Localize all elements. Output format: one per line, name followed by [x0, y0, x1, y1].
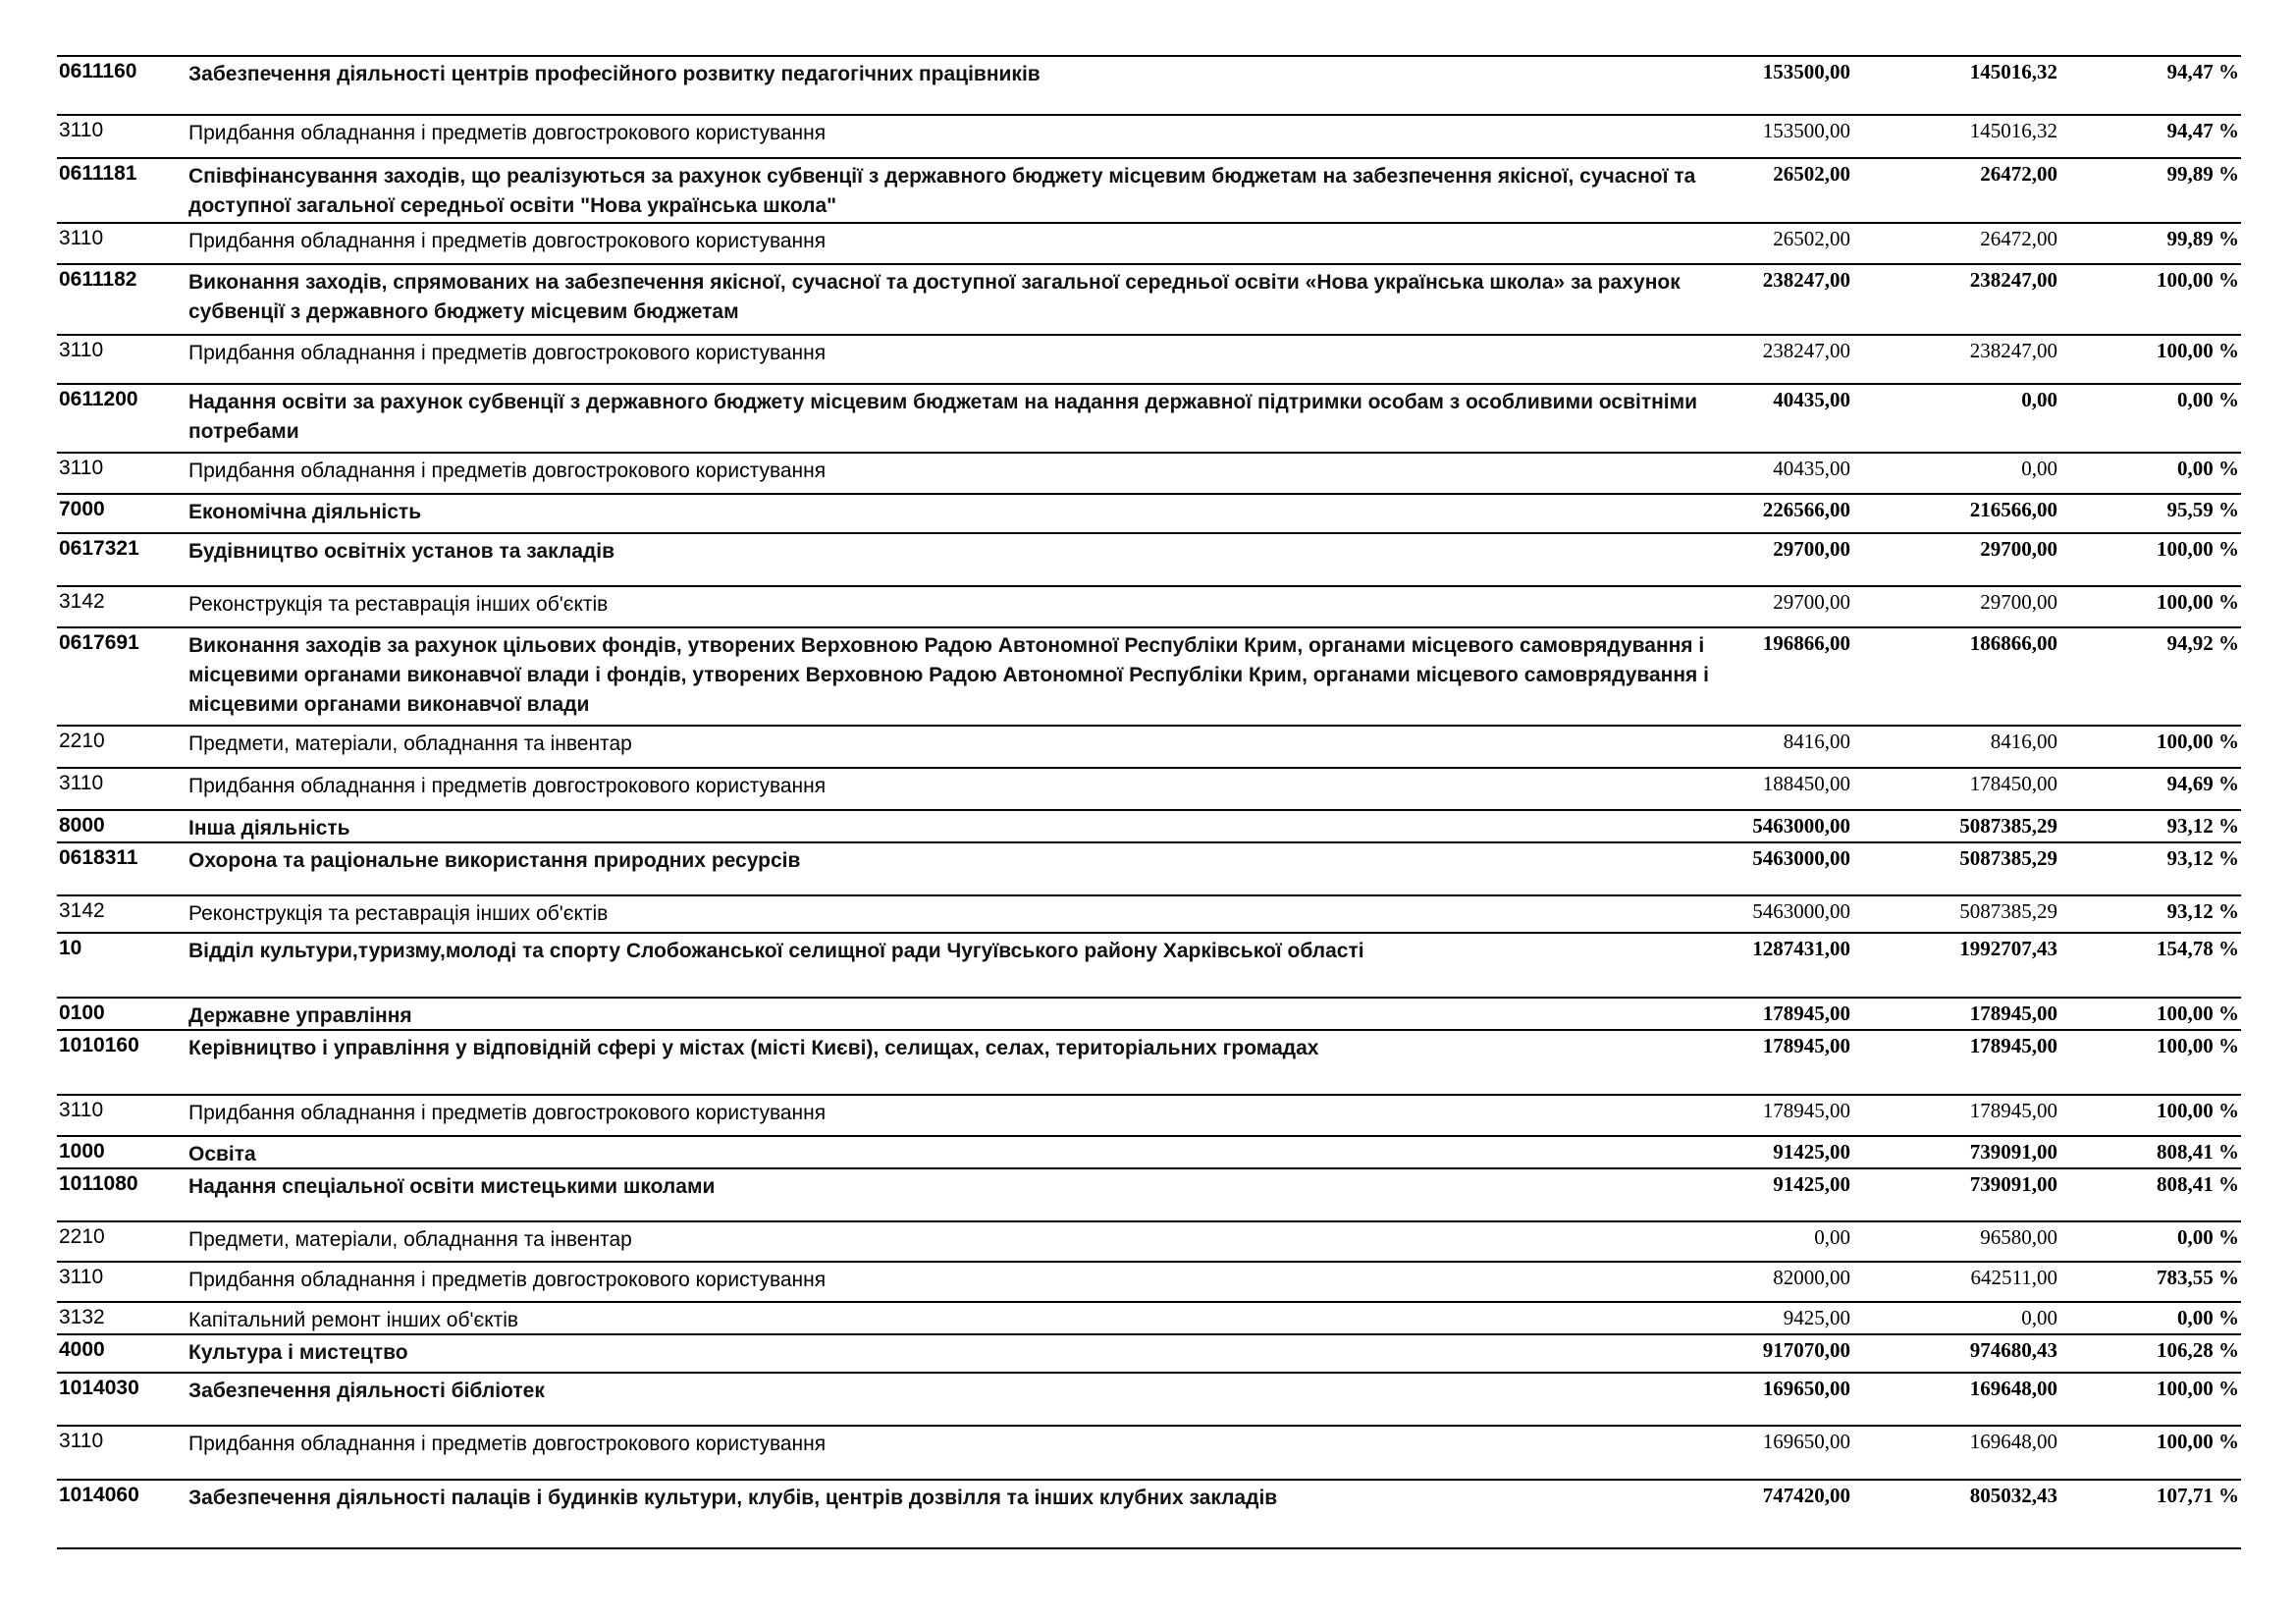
actual-amount: 178945,00	[1969, 1001, 2057, 1025]
program-name: Предмети, матеріали, обладнання та інвентар	[188, 732, 632, 755]
plan-amount: 178945,00	[1762, 1034, 1850, 1057]
plan-amount: 1287431,00	[1752, 937, 1850, 960]
execution-percent: 100,00 %	[2157, 590, 2239, 614]
program-name: Освіта	[188, 1143, 256, 1165]
program-code: 3110	[59, 339, 104, 361]
plan-amount: 238247,00	[1762, 268, 1850, 292]
program-name: Реконструкція та реставрація інших об'єктів	[188, 902, 609, 925]
actual-amount: 0,00	[2021, 1306, 2057, 1329]
plan-amount: 26502,00	[1773, 162, 1850, 186]
plan-amount: 40435,00	[1773, 457, 1850, 480]
actual-amount: 145016,32	[1969, 60, 2057, 83]
execution-percent: 100,00 %	[2157, 730, 2239, 753]
plan-amount: 26502,00	[1773, 227, 1850, 250]
execution-percent: 0,00 %	[2177, 1225, 2239, 1249]
plan-amount: 9425,00	[1783, 1306, 1850, 1329]
table-row	[57, 1135, 2241, 1167]
program-name: Виконання заходів, спрямованих на забезпечення якісної, сучасної та доступної загальної середньої освіти «Нова українська школа» за рахунок субвенції з державного бюджету місцевим бюджетам	[188, 271, 1681, 323]
program-code: 3132	[59, 1306, 105, 1328]
program-code: 0618311	[59, 846, 138, 869]
table-row	[57, 1372, 2241, 1425]
table-row	[57, 532, 2241, 585]
execution-percent: 0,00 %	[2177, 457, 2239, 480]
program-name: Придбання обладнання і предметів довгострокового користування	[188, 1102, 827, 1124]
program-code: 10	[59, 937, 82, 959]
execution-percent: 808,41 %	[2157, 1140, 2239, 1164]
program-name: Капітальний ремонт інших об'єктів	[188, 1309, 519, 1331]
program-code: 3142	[59, 899, 105, 922]
table-row	[57, 841, 2241, 894]
program-name: Співфінансування заходів, що реалізуються за рахунок субвенції з державного бюджету місцевим бюджетам на забезпечення якісної, сучасної та доступної загальної середньої освіти "Нова українська школа"	[188, 165, 1696, 217]
program-code: 3110	[59, 772, 104, 794]
actual-amount: 26472,00	[1980, 162, 2057, 186]
program-code: 0611160	[59, 60, 137, 82]
program-code: 1010160	[59, 1034, 139, 1056]
program-code: 1014060	[59, 1484, 139, 1506]
program-code: 3142	[59, 590, 105, 613]
actual-amount: 238247,00	[1969, 268, 2057, 292]
plan-amount: 40435,00	[1773, 388, 1850, 411]
actual-amount: 216566,00	[1969, 498, 2057, 521]
plan-amount: 226566,00	[1762, 498, 1850, 521]
actual-amount: 0,00	[2021, 388, 2057, 411]
program-code: 3110	[59, 457, 104, 479]
actual-amount: 178945,00	[1969, 1099, 2057, 1122]
program-name: Державне управління	[188, 1004, 412, 1027]
execution-percent: 106,28 %	[2157, 1338, 2239, 1362]
program-name: Надання спеціальної освіти мистецькими школами	[188, 1175, 716, 1198]
actual-amount: 974680,43	[1969, 1338, 2057, 1362]
execution-percent: 107,71 %	[2157, 1484, 2239, 1507]
program-code: 1000	[59, 1140, 105, 1163]
table-row	[57, 263, 2241, 334]
table-row	[57, 55, 2241, 114]
plan-amount: 169650,00	[1762, 1430, 1850, 1453]
execution-percent: 94,47 %	[2166, 60, 2239, 83]
program-name: Придбання обладнання і предметів довгострокового користування	[188, 342, 827, 364]
table-row	[57, 157, 2241, 222]
plan-amount: 91425,00	[1773, 1172, 1850, 1196]
plan-amount: 5463000,00	[1752, 814, 1850, 838]
execution-percent: 94,69 %	[2166, 772, 2239, 795]
actual-amount: 0,00	[2021, 457, 2057, 480]
plan-amount: 82000,00	[1773, 1266, 1850, 1289]
plan-amount: 196866,00	[1762, 631, 1850, 655]
program-name: Придбання обладнання і предметів довгострокового користування	[188, 1269, 827, 1291]
table-row	[57, 1220, 2241, 1261]
program-name: Охорона та раціональне використання природних ресурсів	[188, 849, 801, 872]
program-code: 7000	[59, 498, 105, 520]
plan-amount: 91425,00	[1773, 1140, 1850, 1164]
table-row	[57, 932, 2241, 997]
program-name: Реконструкція та реставрація інших об'єктів	[188, 593, 609, 616]
plan-amount: 747420,00	[1762, 1484, 1850, 1507]
program-code: 1011080	[59, 1172, 138, 1195]
table-row	[57, 1094, 2241, 1135]
execution-percent: 154,78 %	[2157, 937, 2239, 960]
plan-amount: 0,00	[1814, 1225, 1850, 1249]
table-row	[57, 383, 2241, 452]
plan-amount: 178945,00	[1762, 1001, 1850, 1025]
execution-percent: 99,89 %	[2166, 162, 2239, 186]
plan-amount: 8416,00	[1783, 730, 1850, 753]
table-row	[57, 626, 2241, 725]
program-code: 1014030	[59, 1377, 139, 1399]
table-row	[57, 334, 2241, 383]
program-code: 3110	[59, 227, 104, 249]
actual-amount: 642511,00	[1970, 1266, 2057, 1289]
actual-amount: 805032,43	[1969, 1484, 2057, 1507]
program-name: Придбання обладнання і предметів довгострокового користування	[188, 230, 827, 252]
program-name: Інша діяльність	[188, 817, 350, 839]
execution-percent: 94,92 %	[2166, 631, 2239, 655]
program-name: Економічна діяльність	[188, 501, 422, 523]
program-code: 0617321	[59, 537, 139, 560]
actual-amount: 145016,32	[1969, 119, 2057, 142]
table-row	[57, 1333, 2241, 1372]
program-name: Забезпечення діяльності центрів професійного розвитку педагогічних працівників	[188, 63, 1041, 85]
actual-amount: 8416,00	[1990, 730, 2057, 753]
actual-amount: 186866,00	[1969, 631, 2057, 655]
program-name: Забезпечення діяльності бібліотек	[188, 1380, 545, 1402]
actual-amount: 26472,00	[1980, 227, 2057, 250]
table-row	[57, 1167, 2241, 1220]
actual-amount: 5087385,29	[1959, 899, 2057, 923]
execution-percent: 0,00 %	[2177, 1306, 2239, 1329]
execution-percent: 93,12 %	[2166, 899, 2239, 923]
plan-amount: 178945,00	[1762, 1099, 1850, 1122]
plan-amount: 5463000,00	[1752, 899, 1850, 923]
table-row	[57, 997, 2241, 1029]
execution-percent: 99,89 %	[2166, 227, 2239, 250]
table-row	[57, 809, 2241, 841]
actual-amount: 1992707,43	[1959, 937, 2057, 960]
table-row	[57, 222, 2241, 263]
program-code: 4000	[59, 1338, 105, 1361]
execution-percent: 94,47 %	[2166, 119, 2239, 142]
execution-percent: 100,00 %	[2157, 1001, 2239, 1025]
execution-percent: 100,00 %	[2157, 1099, 2239, 1122]
table-row	[57, 1425, 2241, 1479]
plan-amount: 917070,00	[1762, 1338, 1850, 1362]
table-row	[57, 1261, 2241, 1301]
program-code: 8000	[59, 814, 105, 837]
plan-amount: 153500,00	[1762, 60, 1850, 83]
program-name: Придбання обладнання і предметів довгострокового користування	[188, 1433, 827, 1455]
program-name: Надання освіти за рахунок субвенції з державного бюджету місцевим бюджетам на надання державної підтримки особам з особливими освітніми потребами	[188, 391, 1698, 443]
program-name: Забезпечення діяльності палаців і будинків культури, клубів, центрів дозвілля та інших клубних закладів	[188, 1487, 1278, 1509]
actual-amount: 5087385,29	[1959, 846, 2057, 870]
actual-amount: 29700,00	[1980, 537, 2057, 561]
table-row	[57, 452, 2241, 493]
execution-percent: 0,00 %	[2177, 388, 2239, 411]
execution-percent: 100,00 %	[2157, 1430, 2239, 1453]
plan-amount: 188450,00	[1762, 772, 1850, 795]
actual-amount: 29700,00	[1980, 590, 2057, 614]
program-code: 3110	[59, 1099, 104, 1121]
table-row	[57, 725, 2241, 767]
actual-amount: 739091,00	[1969, 1172, 2057, 1196]
program-code: 3110	[59, 1430, 104, 1452]
execution-percent: 783,55 %	[2157, 1266, 2239, 1289]
program-name: Культура і мистецтво	[188, 1341, 408, 1364]
program-name: Придбання обладнання і предметів довгострокового користування	[188, 122, 827, 144]
actual-amount: 739091,00	[1969, 1140, 2057, 1164]
table-row	[57, 493, 2241, 532]
program-code: 3110	[59, 119, 104, 141]
actual-amount: 178450,00	[1969, 772, 2057, 795]
table-row	[57, 1029, 2241, 1094]
program-name: Будівництво освітніх установ та закладів	[188, 540, 614, 563]
program-name: Придбання обладнання і предметів довгострокового користування	[188, 460, 827, 482]
actual-amount: 178945,00	[1969, 1034, 2057, 1057]
program-code: 3110	[59, 1266, 104, 1288]
execution-percent: 100,00 %	[2157, 339, 2239, 362]
program-name: Виконання заходів за рахунок цільових фондів, утворених Верховною Радою Автономної Республіки Крим, органами місцевого самоврядування і місцевими органами виконавчої влади і фондів, утворених Верховною Радою Автономної Республіки Крим, органами місцевого самоврядування і місцевими органами виконавчої влади	[188, 634, 1709, 716]
execution-percent: 93,12 %	[2166, 846, 2239, 870]
actual-amount: 238247,00	[1969, 339, 2057, 362]
execution-percent: 100,00 %	[2157, 268, 2239, 292]
plan-amount: 238247,00	[1762, 339, 1850, 362]
table-row	[57, 1479, 2241, 1549]
program-code: 0611182	[59, 268, 137, 291]
program-code: 0611200	[59, 388, 138, 410]
table-row	[57, 585, 2241, 626]
program-code: 2210	[59, 730, 105, 752]
table-row	[57, 767, 2241, 809]
execution-percent: 100,00 %	[2157, 537, 2239, 561]
program-name: Керівництво і управління у відповідній сфері у містах (місті Києві), селищах, селах, територіальних громадах	[188, 1037, 1319, 1059]
actual-amount: 169648,00	[1969, 1377, 2057, 1400]
table-row	[57, 114, 2241, 157]
execution-percent: 95,59 %	[2166, 498, 2239, 521]
plan-amount: 29700,00	[1773, 537, 1850, 561]
plan-amount: 169650,00	[1762, 1377, 1850, 1400]
plan-amount: 5463000,00	[1752, 846, 1850, 870]
program-code: 2210	[59, 1225, 105, 1248]
program-name: Придбання обладнання і предметів довгострокового користування	[188, 775, 827, 797]
program-code: 0100	[59, 1001, 105, 1024]
table-row	[57, 1301, 2241, 1333]
program-code: 0611181	[59, 162, 137, 185]
program-name: Предмети, матеріали, обладнання та інвентар	[188, 1228, 632, 1251]
plan-amount: 29700,00	[1773, 590, 1850, 614]
actual-amount: 96580,00	[1980, 1225, 2057, 1249]
execution-percent: 93,12 %	[2166, 814, 2239, 838]
execution-percent: 100,00 %	[2157, 1377, 2239, 1400]
execution-percent: 100,00 %	[2157, 1034, 2239, 1057]
execution-percent: 808,41 %	[2157, 1172, 2239, 1196]
actual-amount: 5087385,29	[1959, 814, 2057, 838]
table-row	[57, 894, 2241, 932]
actual-amount: 169648,00	[1969, 1430, 2057, 1453]
program-code: 0617691	[59, 631, 139, 654]
plan-amount: 153500,00	[1762, 119, 1850, 142]
program-name: Відділ культури,туризму,молоді та спорту Слобожанської селищної ради Чугуївського району Харківської області	[188, 940, 1364, 962]
budget-execution-table	[57, 55, 2241, 1549]
